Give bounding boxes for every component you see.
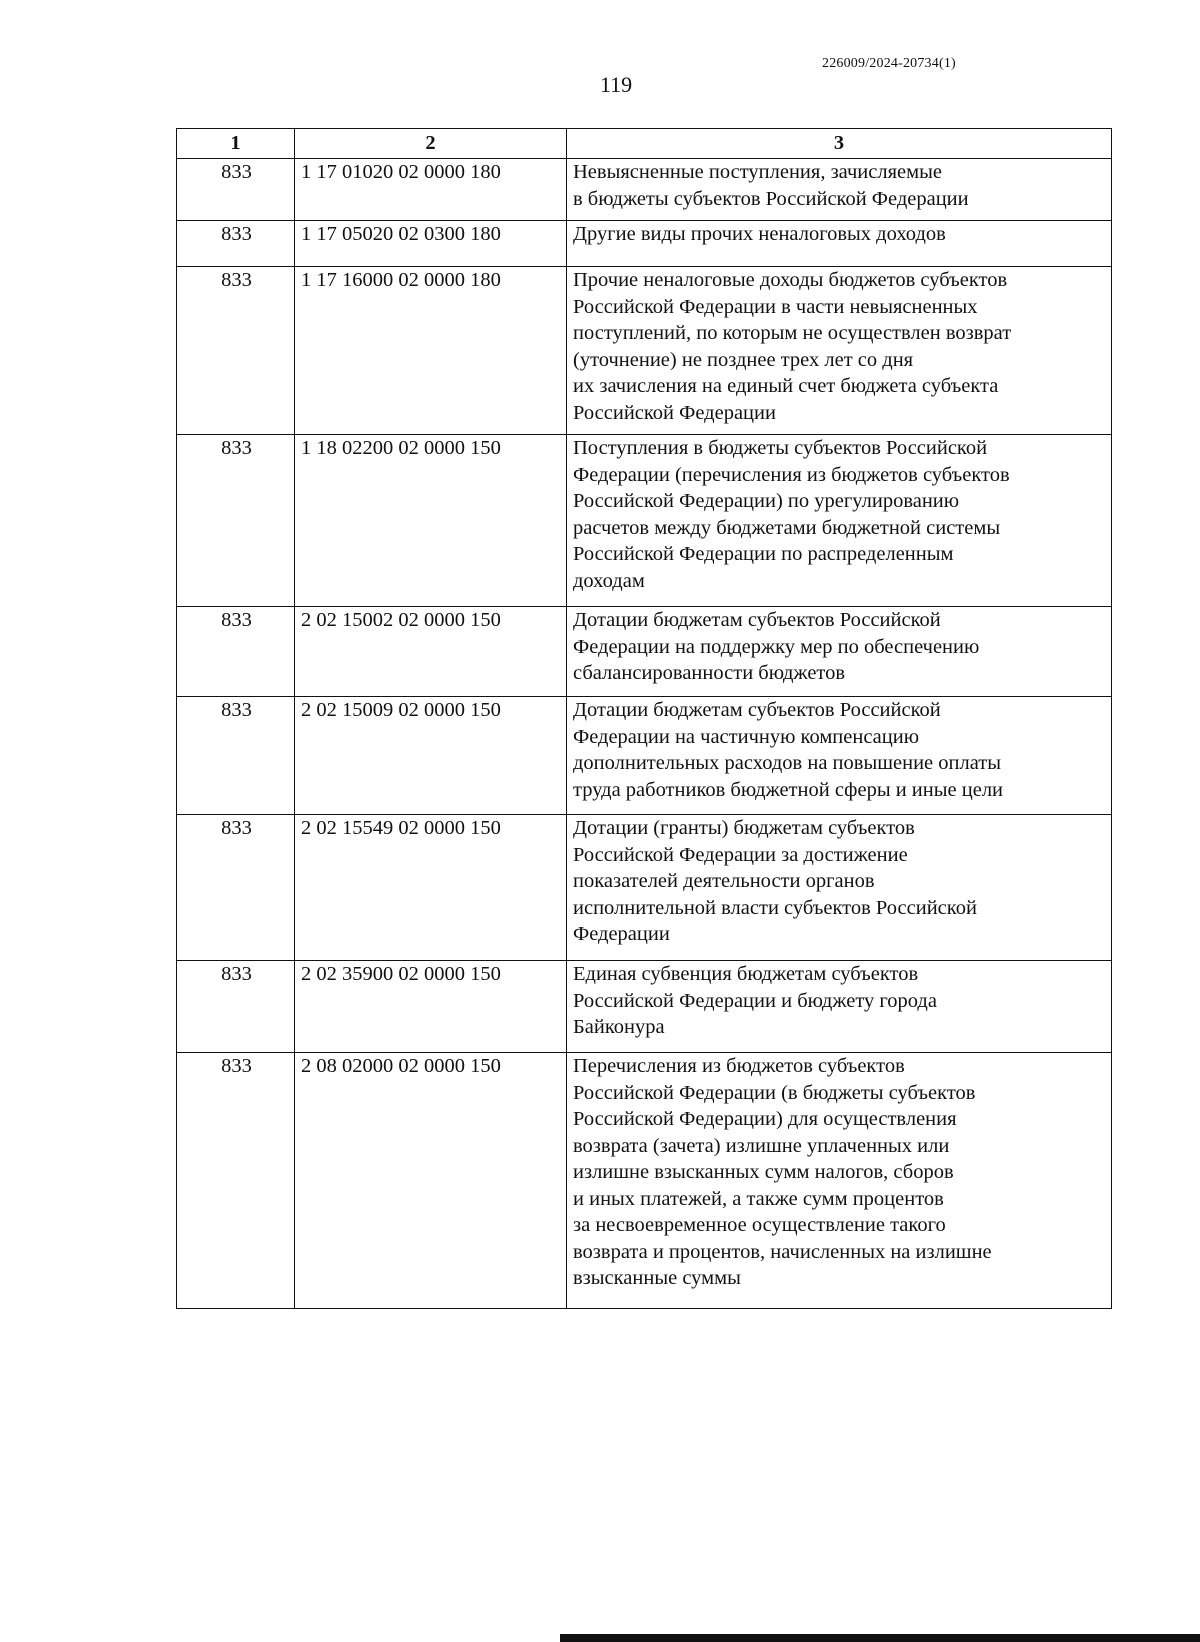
description-line: Федерации на частичную компенсацию — [573, 725, 920, 748]
revenue-description — [567, 159, 1112, 221]
description-line: Дотации бюджетам субъектов Российской — [573, 699, 941, 721]
revenue-description — [567, 267, 1112, 435]
revenue-description — [567, 961, 1112, 1053]
description-line: Российской Федерации в части невыясненных — [573, 295, 978, 318]
table-row — [177, 1053, 1112, 1309]
administrator-code: 833 — [177, 1053, 295, 1309]
administrator-code: 833 — [177, 607, 295, 697]
table-row — [177, 961, 1112, 1053]
table-row — [177, 267, 1112, 435]
budget-classification-code: 2 02 15009 02 0000 150 — [295, 697, 567, 815]
description-line: (уточнение) не позднее трех лет со дня — [573, 348, 914, 371]
description-line: возврата и процентов, начисленных на излишне — [573, 1240, 992, 1263]
description-line: возврата (зачета) излишне уплаченных или — [573, 1134, 950, 1157]
budget-classification-code: 2 08 02000 02 0000 150 — [295, 1053, 567, 1309]
description-line: исполнительной власти субъектов Российской — [573, 896, 977, 919]
administrator-code: 833 — [177, 815, 295, 961]
table-body — [177, 159, 1112, 1309]
description-line: поступлений, по которым не осуществлен возврат — [573, 322, 1012, 344]
description-line: за несвоевременное осуществление такого — [573, 1214, 946, 1236]
description-line: сбалансированности бюджетов — [573, 662, 846, 684]
description-line: Федерации (перечисления из бюджетов субъектов — [573, 463, 1010, 486]
description-line: Перечисления из бюджетов субъектов — [573, 1055, 905, 1077]
administrator-code: 833 — [177, 697, 295, 815]
revenue-description — [567, 1053, 1112, 1309]
table-row — [177, 435, 1112, 607]
description-line: дополнительных расходов на повышение оплаты — [573, 752, 1002, 774]
description-line: Дотации бюджетам субъектов Российской — [573, 609, 941, 631]
description-line: Российской Федерации за достижение — [573, 843, 908, 866]
description-line: в бюджеты субъектов Российской Федерации — [573, 187, 969, 210]
description-line: излишне взысканных сумм налогов, сборов — [573, 1161, 954, 1183]
description-line: Российской Федерации) для осуществления — [573, 1108, 957, 1130]
description-line: показателей деятельности органов — [573, 870, 875, 892]
column-header-2: 2 — [295, 129, 567, 159]
description-line: Федерации — [573, 923, 670, 945]
administrator-code: 833 — [177, 435, 295, 607]
revenue-description — [567, 697, 1112, 815]
revenue-description — [567, 607, 1112, 697]
description-line: расчетов между бюджетами бюджетной системы — [573, 516, 1001, 539]
column-header-3: 3 — [567, 129, 1112, 159]
administrator-code: 833 — [177, 267, 295, 435]
description-line: Невыясненные поступления, зачисляемые — [573, 161, 942, 183]
description-line: взысканные суммы — [573, 1267, 741, 1289]
description-line: труда работников бюджетной сферы и иные цели — [573, 778, 1004, 801]
administrator-code: 833 — [177, 221, 295, 267]
description-line: доходам — [573, 569, 645, 592]
scan-edge-shadow — [560, 1634, 1200, 1642]
column-header-1: 1 — [177, 129, 295, 159]
description-line: Российской Федерации по распределенным — [573, 543, 954, 565]
description-line: Российской Федерации (в бюджеты субъектов — [573, 1081, 976, 1104]
description-line: Единая субвенция бюджетам субъектов — [573, 963, 919, 985]
budget-classification-code: 1 17 05020 02 0300 180 — [295, 221, 567, 267]
document-registration-number: 226009/2024-20734(1) — [822, 56, 956, 71]
description-line: Дотации (гранты) бюджетам субъектов — [573, 817, 915, 839]
budget-classification-code: 1 18 02200 02 0000 150 — [295, 435, 567, 607]
budget-revenue-codes-table — [176, 128, 1112, 1309]
description-line: Российской Федерации — [573, 401, 776, 424]
revenue-description — [567, 435, 1112, 607]
table-header-row — [177, 129, 1112, 159]
budget-classification-code: 2 02 35900 02 0000 150 — [295, 961, 567, 1053]
description-line: и иных платежей, а также сумм процентов — [573, 1187, 944, 1210]
description-line: Байконура — [573, 1016, 665, 1038]
description-line: Российской Федерации и бюджету города — [573, 989, 937, 1012]
description-line: Другие виды прочих неналоговых доходов — [573, 223, 946, 245]
table-row — [177, 607, 1112, 697]
description-line: Российской Федерации) по урегулированию — [573, 490, 960, 512]
revenue-description — [567, 815, 1112, 961]
budget-classification-code: 1 17 16000 02 0000 180 — [295, 267, 567, 435]
description-line: их зачисления на единый счет бюджета субъекта — [573, 375, 999, 397]
administrator-code: 833 — [177, 961, 295, 1053]
budget-classification-code: 1 17 01020 02 0000 180 — [295, 159, 567, 221]
table-row — [177, 815, 1112, 961]
table-header — [177, 129, 1112, 159]
page-number: 119 — [600, 72, 633, 97]
administrator-code: 833 — [177, 159, 295, 221]
budget-classification-code: 2 02 15002 02 0000 150 — [295, 607, 567, 697]
budget-classification-code: 2 02 15549 02 0000 150 — [295, 815, 567, 961]
table-row — [177, 159, 1112, 221]
description-line: Поступления в бюджеты субъектов Российской — [573, 437, 988, 459]
description-line: Федерации на поддержку мер по обеспечению — [573, 635, 980, 658]
description-line: Прочие неналоговые доходы бюджетов субъектов — [573, 269, 1008, 291]
table-row — [177, 697, 1112, 815]
revenue-description — [567, 221, 1112, 267]
table-row — [177, 221, 1112, 267]
